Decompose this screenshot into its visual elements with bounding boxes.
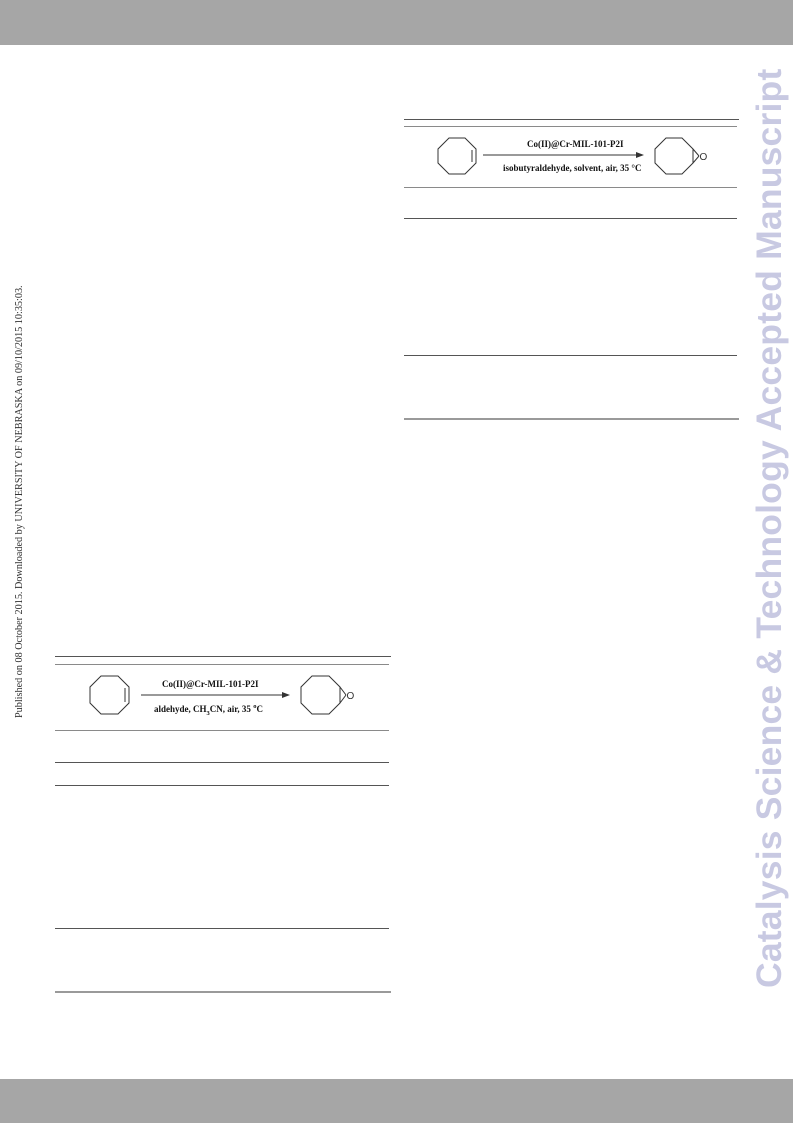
epoxide-structure — [300, 675, 358, 715]
table-header-rule — [55, 664, 389, 665]
reaction-conditions-label: isobutyraldehyde, solvent, air, 35 °C — [503, 163, 642, 173]
table-column-header-rule — [404, 218, 737, 219]
journal-watermark: Catalysis Science & Technology Accepted Manuscript — [749, 68, 789, 988]
conditions-text-cont: CN, air, 35 — [209, 704, 254, 714]
table-top-rule — [55, 656, 391, 657]
table-column-header-top-rule — [55, 762, 389, 763]
cyclooctene-structure — [89, 675, 130, 715]
publication-note: Published on 08 October 2015. Downloaded by UNIVERSITY OF NEBRASKA on 09/10/2015 10:35:03. — [14, 285, 25, 718]
table-body-end-rule — [55, 928, 389, 929]
reaction-conditions-label — [154, 703, 263, 717]
table-bottom-rule — [55, 991, 391, 993]
epoxide-oxygen-label: O — [699, 152, 708, 163]
table-scheme-bottom-rule — [404, 187, 737, 188]
reaction-catalyst-label: Co(II)@Cr-MIL-101-P2I — [527, 139, 624, 149]
conditions-unit: C — [256, 704, 263, 714]
header-bar — [0, 0, 793, 45]
footer-bar — [0, 1079, 793, 1123]
reaction-catalyst-label: Co(II)@Cr-MIL-101-P2I — [162, 679, 259, 689]
table-column-header-rule — [55, 785, 389, 786]
epoxide-oxygen-label: O — [346, 691, 355, 702]
cyclooctene-structure — [437, 137, 477, 175]
reaction-arrow — [141, 691, 291, 699]
table-bottom-rule — [404, 418, 739, 420]
conditions-subscript: 3 — [206, 709, 210, 717]
table-header-rule — [404, 126, 737, 127]
table-scheme-bottom-rule — [55, 730, 389, 731]
epoxide-structure — [654, 137, 710, 175]
reaction-arrow — [483, 151, 645, 159]
conditions-degree: o — [253, 703, 257, 710]
table-body-end-rule — [404, 355, 737, 356]
table-top-rule — [404, 119, 739, 120]
conditions-text: aldehyde, CH — [154, 704, 207, 714]
